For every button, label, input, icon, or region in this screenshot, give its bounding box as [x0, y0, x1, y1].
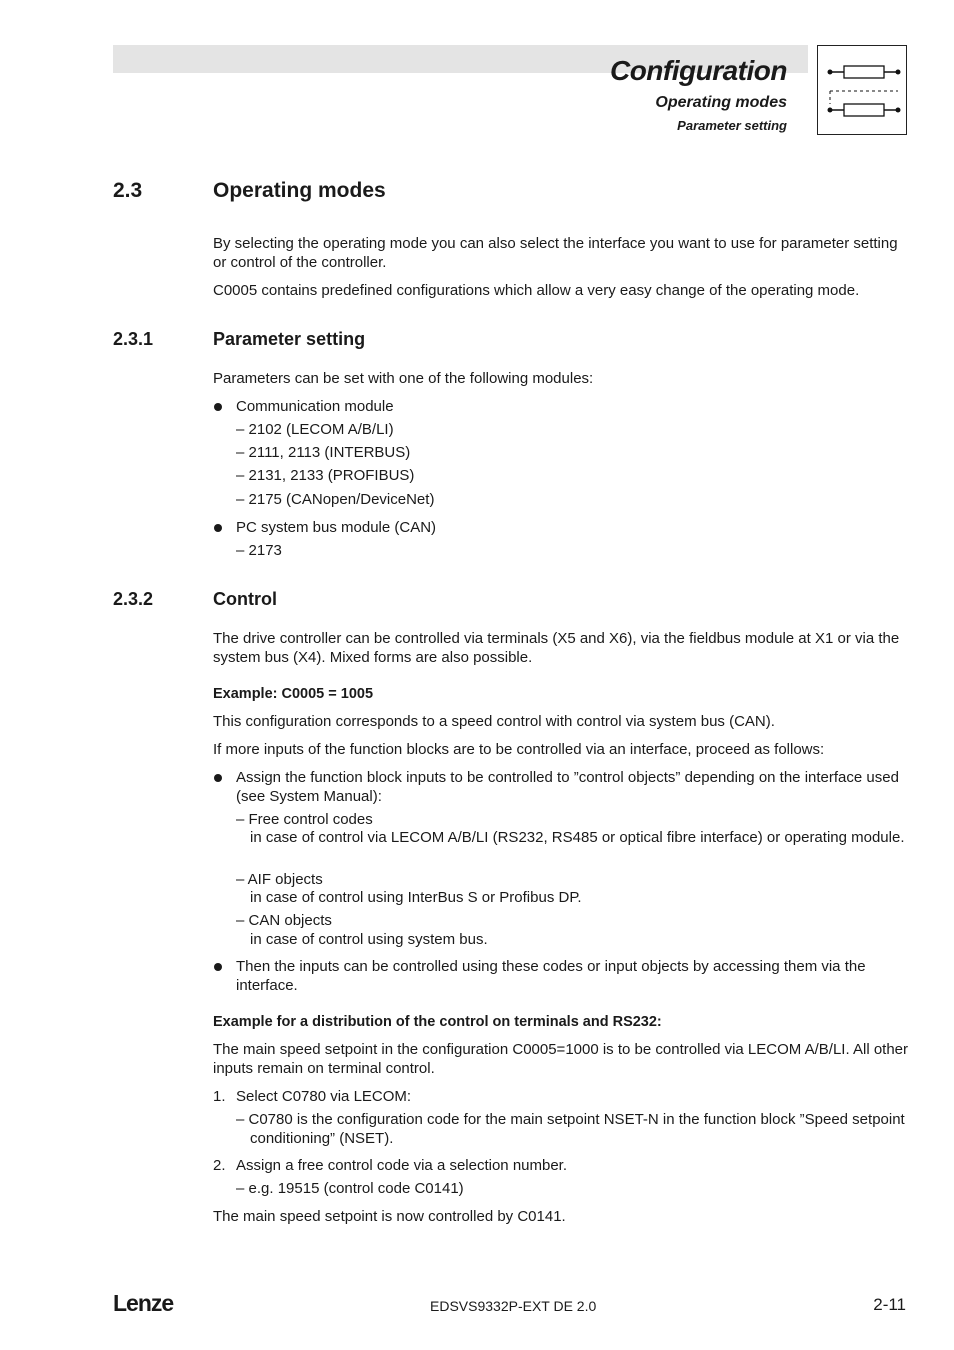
subsection-number: 2.3.2	[113, 589, 154, 609]
object-desc: in case of control via LECOM A/B/LI (RS232, RS485 or optical fibre interface) or operating module.	[250, 829, 905, 846]
list-subitem: – 2175 (CANopen/DeviceNet)	[236, 491, 435, 508]
section-paragraph: By selecting the operating mode you can also select the interface you want to use for parameter setting or control of the controller.	[213, 235, 898, 271]
object-name: – AIF objects	[236, 871, 323, 888]
page-number: 2-11	[873, 1295, 906, 1314]
page-subsubtitle: Parameter setting	[677, 118, 787, 133]
list-subitem: – 2111, 2113 (INTERBUS)	[236, 444, 411, 461]
subsection-number: 2.3.1	[113, 329, 154, 349]
object-name: – Free control codes	[236, 811, 373, 828]
list-item: PC system bus module (CAN)	[236, 519, 437, 536]
bullet-dot	[214, 524, 222, 532]
step-text: Assign a free control code via a selection number.	[236, 1157, 568, 1174]
list-subitem: – 2102 (LECOM A/B/LI)	[236, 421, 394, 438]
example-text: This configuration corresponds to a speed control with control via system bus (CAN).	[213, 713, 775, 730]
circuit-diagram-icon	[817, 45, 907, 135]
object-desc: in case of control using system bus.	[250, 931, 488, 948]
example-text: The main speed setpoint in the configuration C0005=1000 is to be controlled via LECOM A/B/LI. All other inputs remain on terminal control.	[213, 1041, 909, 1077]
page-subtitle: Operating modes	[655, 94, 787, 111]
section-paragraph: C0005 contains predefined configurations which allow a very easy change of the operating mode.	[213, 282, 860, 299]
procedure-text: If more inputs of the function blocks are to be controlled via an interface, proceed as follows:	[213, 741, 825, 758]
subsection-title: Control	[213, 589, 277, 609]
step-number: 1.	[213, 1088, 226, 1105]
section-number: 2.3	[113, 179, 143, 202]
step-number: 2.	[213, 1157, 226, 1174]
example-heading: Example for a distribution of the control on terminals and RS232:	[213, 1014, 662, 1030]
step-subtext: – C0780 is the configuration code for the main setpoint NSET-N in the function block ”Speed setpoint conditioning” (NSET).	[236, 1111, 905, 1147]
bullet-dot	[214, 963, 222, 971]
step-subtext: – e.g. 19515 (control code C0141)	[236, 1180, 464, 1197]
intro-text: The drive controller can be controlled via terminals (X5 and X6), via the fieldbus module at X1 or via the system bus (X4). Mixed forms are also possible.	[213, 630, 900, 666]
bullet-dot	[214, 774, 222, 782]
document-id: EDSVS9332P-EXT DE 2.0	[430, 1298, 597, 1314]
step-text: Select C0780 via LECOM:	[236, 1088, 412, 1105]
list-item: Then the inputs can be controlled using these codes or input objects by accessing them via the interface.	[236, 958, 866, 994]
list-subitem: – 2131, 2133 (PROFIBUS)	[236, 467, 415, 484]
subsection-title: Parameter setting	[213, 329, 366, 349]
list-item: Assign the function block inputs to be controlled to ”control objects” depending on the interface used (see System Manual):	[236, 769, 899, 805]
section-title: Operating modes	[213, 179, 386, 202]
object-name: – CAN objects	[236, 912, 332, 929]
conclusion-text: The main speed setpoint is now controlled by C0141.	[213, 1208, 566, 1225]
bullet-dot	[214, 403, 222, 411]
object-desc: in case of control using InterBus S or Profibus DP.	[250, 889, 582, 906]
intro-text: Parameters can be set with one of the following modules:	[213, 370, 594, 387]
lenze-logo: Lenze	[113, 1290, 174, 1316]
list-item: Communication module	[236, 398, 394, 415]
page-title: Configuration	[609, 55, 787, 86]
list-subitem: – 2173	[236, 542, 282, 559]
example-heading: Example: C0005 = 1005	[213, 686, 374, 702]
